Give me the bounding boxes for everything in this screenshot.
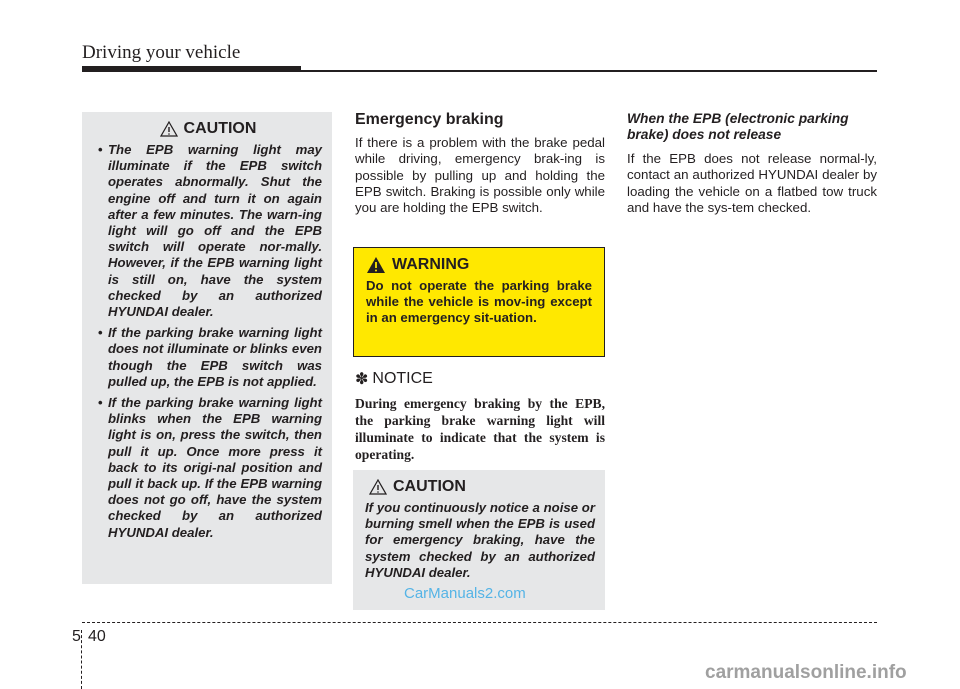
page-number: 40 [88, 628, 106, 645]
caution-title-middle [365, 478, 595, 496]
caution-title-text: CAUTION [183, 120, 257, 137]
watermark-corner: carmanualsonline.info [705, 662, 907, 683]
caution-triangle-icon [160, 121, 178, 137]
warning-box [353, 247, 605, 357]
caution-item: • If the parking brake warning light does not illuminate or blinks even though the EPB switch was pulled up, the EPB is not applied. [98, 325, 322, 389]
page-header: Driving your vehicle [82, 42, 241, 63]
caution-triangle-icon [369, 479, 387, 495]
warning-title [366, 256, 592, 274]
notice-star-icon: ✽ [355, 371, 369, 388]
header-rule-thick [82, 66, 301, 72]
epb-release-heading: When the EPB (electronic parking brake) does not release [627, 111, 849, 143]
caution-title-text: CAUTION [393, 478, 466, 495]
caution-title-left [94, 120, 322, 138]
emergency-braking-heading: Emergency braking [355, 111, 504, 128]
chapter-number: 5 [72, 628, 81, 645]
header-rule-thin [301, 70, 877, 72]
notice-title-text: NOTICE [372, 370, 433, 387]
caution-box-left [82, 112, 332, 584]
caution-item: • If the parking brake warning light blinks when the EPB warning light is on, press the switch, then pull it up. Once more press it back to its origi-nal position and pull it back up. If the EPB warning does not go off, have the system checked by an authorized HYUNDAI dealer. [98, 395, 322, 540]
footer-divider [81, 630, 82, 689]
watermark-inline: CarManuals2.com [404, 585, 526, 602]
notice-text: During emergency braking by the EPB, the parking brake warning light will illuminate to indicate that the system is operating. [355, 396, 605, 462]
footer-rule [82, 622, 877, 623]
warning-title-text: WARNING [392, 256, 470, 273]
epb-release-text: If the EPB does not release normal-ly, contact an authorized HYUNDAI dealer by loading the vehicle on a flatbed tow truck and have the sys-tem checked. [627, 151, 877, 215]
caution-text-middle: If you continuously notice a noise or burning smell when the EPB is used for emergency braking, have the system checked by an authorized HYUNDAI dealer. [365, 500, 595, 580]
warning-triangle-icon [366, 256, 386, 274]
emergency-braking-text: If there is a problem with the brake pedal while driving, emergency brak-ing is possible by pulling up and holding the EPB switch. Braking is possible only while you are holding the EPB switch. [355, 135, 605, 216]
caution-item: • The EPB warning light may illuminate if the EPB switch operates abnormally. Shut the engine off and turn it on again after a few minutes. The warn-ing light will go off and the EPB switch will operate nor-mally. However, if the EPB warning light is still on, have the system checked by an authorized HYUNDAI dealer. [98, 142, 322, 320]
warning-text: Do not operate the parking brake while the vehicle is mov-ing except in an emergency sit-uation. [366, 278, 592, 326]
notice-heading [355, 369, 433, 389]
caution-list-left [94, 142, 322, 541]
